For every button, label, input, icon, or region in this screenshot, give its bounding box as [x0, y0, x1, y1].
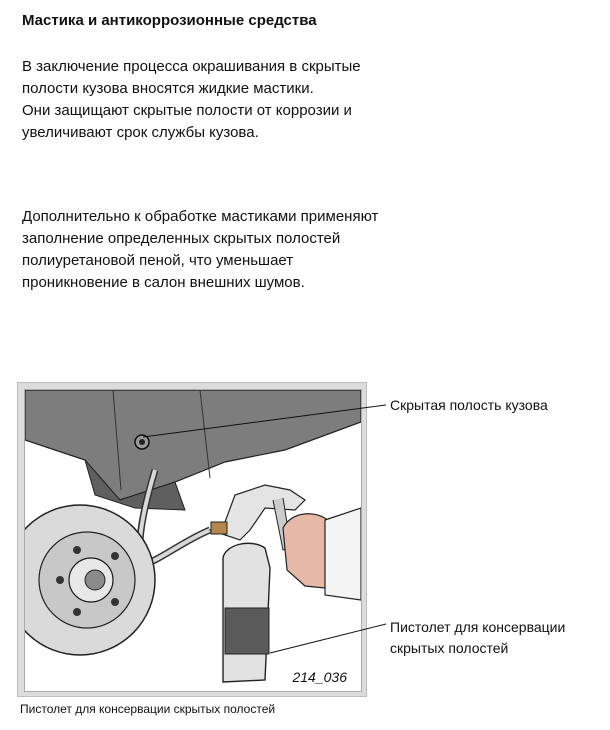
- paragraph-intro: [22, 56, 382, 144]
- figure-frame: [17, 382, 367, 697]
- callout-gun: Пистолет для консервации скрытых полостей: [390, 619, 566, 656]
- cavity-hole: [139, 439, 145, 445]
- figure-illustration: [24, 389, 362, 692]
- gun-nozzle: [211, 522, 227, 534]
- bolt-hole: [111, 598, 119, 606]
- body-panel: [25, 390, 361, 500]
- page-title: Мастика и антикоррозионные средства: [22, 12, 317, 29]
- figure-caption: Пистолет для консервации скрытых полостей: [20, 702, 276, 716]
- figure-drawing: [25, 390, 361, 691]
- hub-center: [85, 570, 105, 590]
- bolt-hole: [73, 546, 81, 554]
- bolt-hole: [73, 608, 81, 616]
- bolt-hole: [111, 552, 119, 560]
- figure-code: 214_036: [292, 669, 347, 685]
- spray-can-label: [225, 608, 269, 654]
- paragraph-intro-line1: В заключение процесса окрашивания в скрытые полости кузова вносятся жидкие мастики.: [22, 58, 361, 97]
- bolt-hole: [56, 576, 64, 584]
- paragraph-foam: Дополнительно к обработке мастиками применяют заполнение определенных скрытых полостей полиуретановой пеной, что уменьшает проникновение в салон внешних шумов.: [22, 208, 379, 291]
- sleeve: [325, 508, 361, 600]
- callout-cavity: Скрытая полость кузова: [390, 397, 548, 413]
- paragraph-intro-line2: Они защищают скрытые полости от коррозии и увеличивают срок службы кузова.: [22, 102, 352, 141]
